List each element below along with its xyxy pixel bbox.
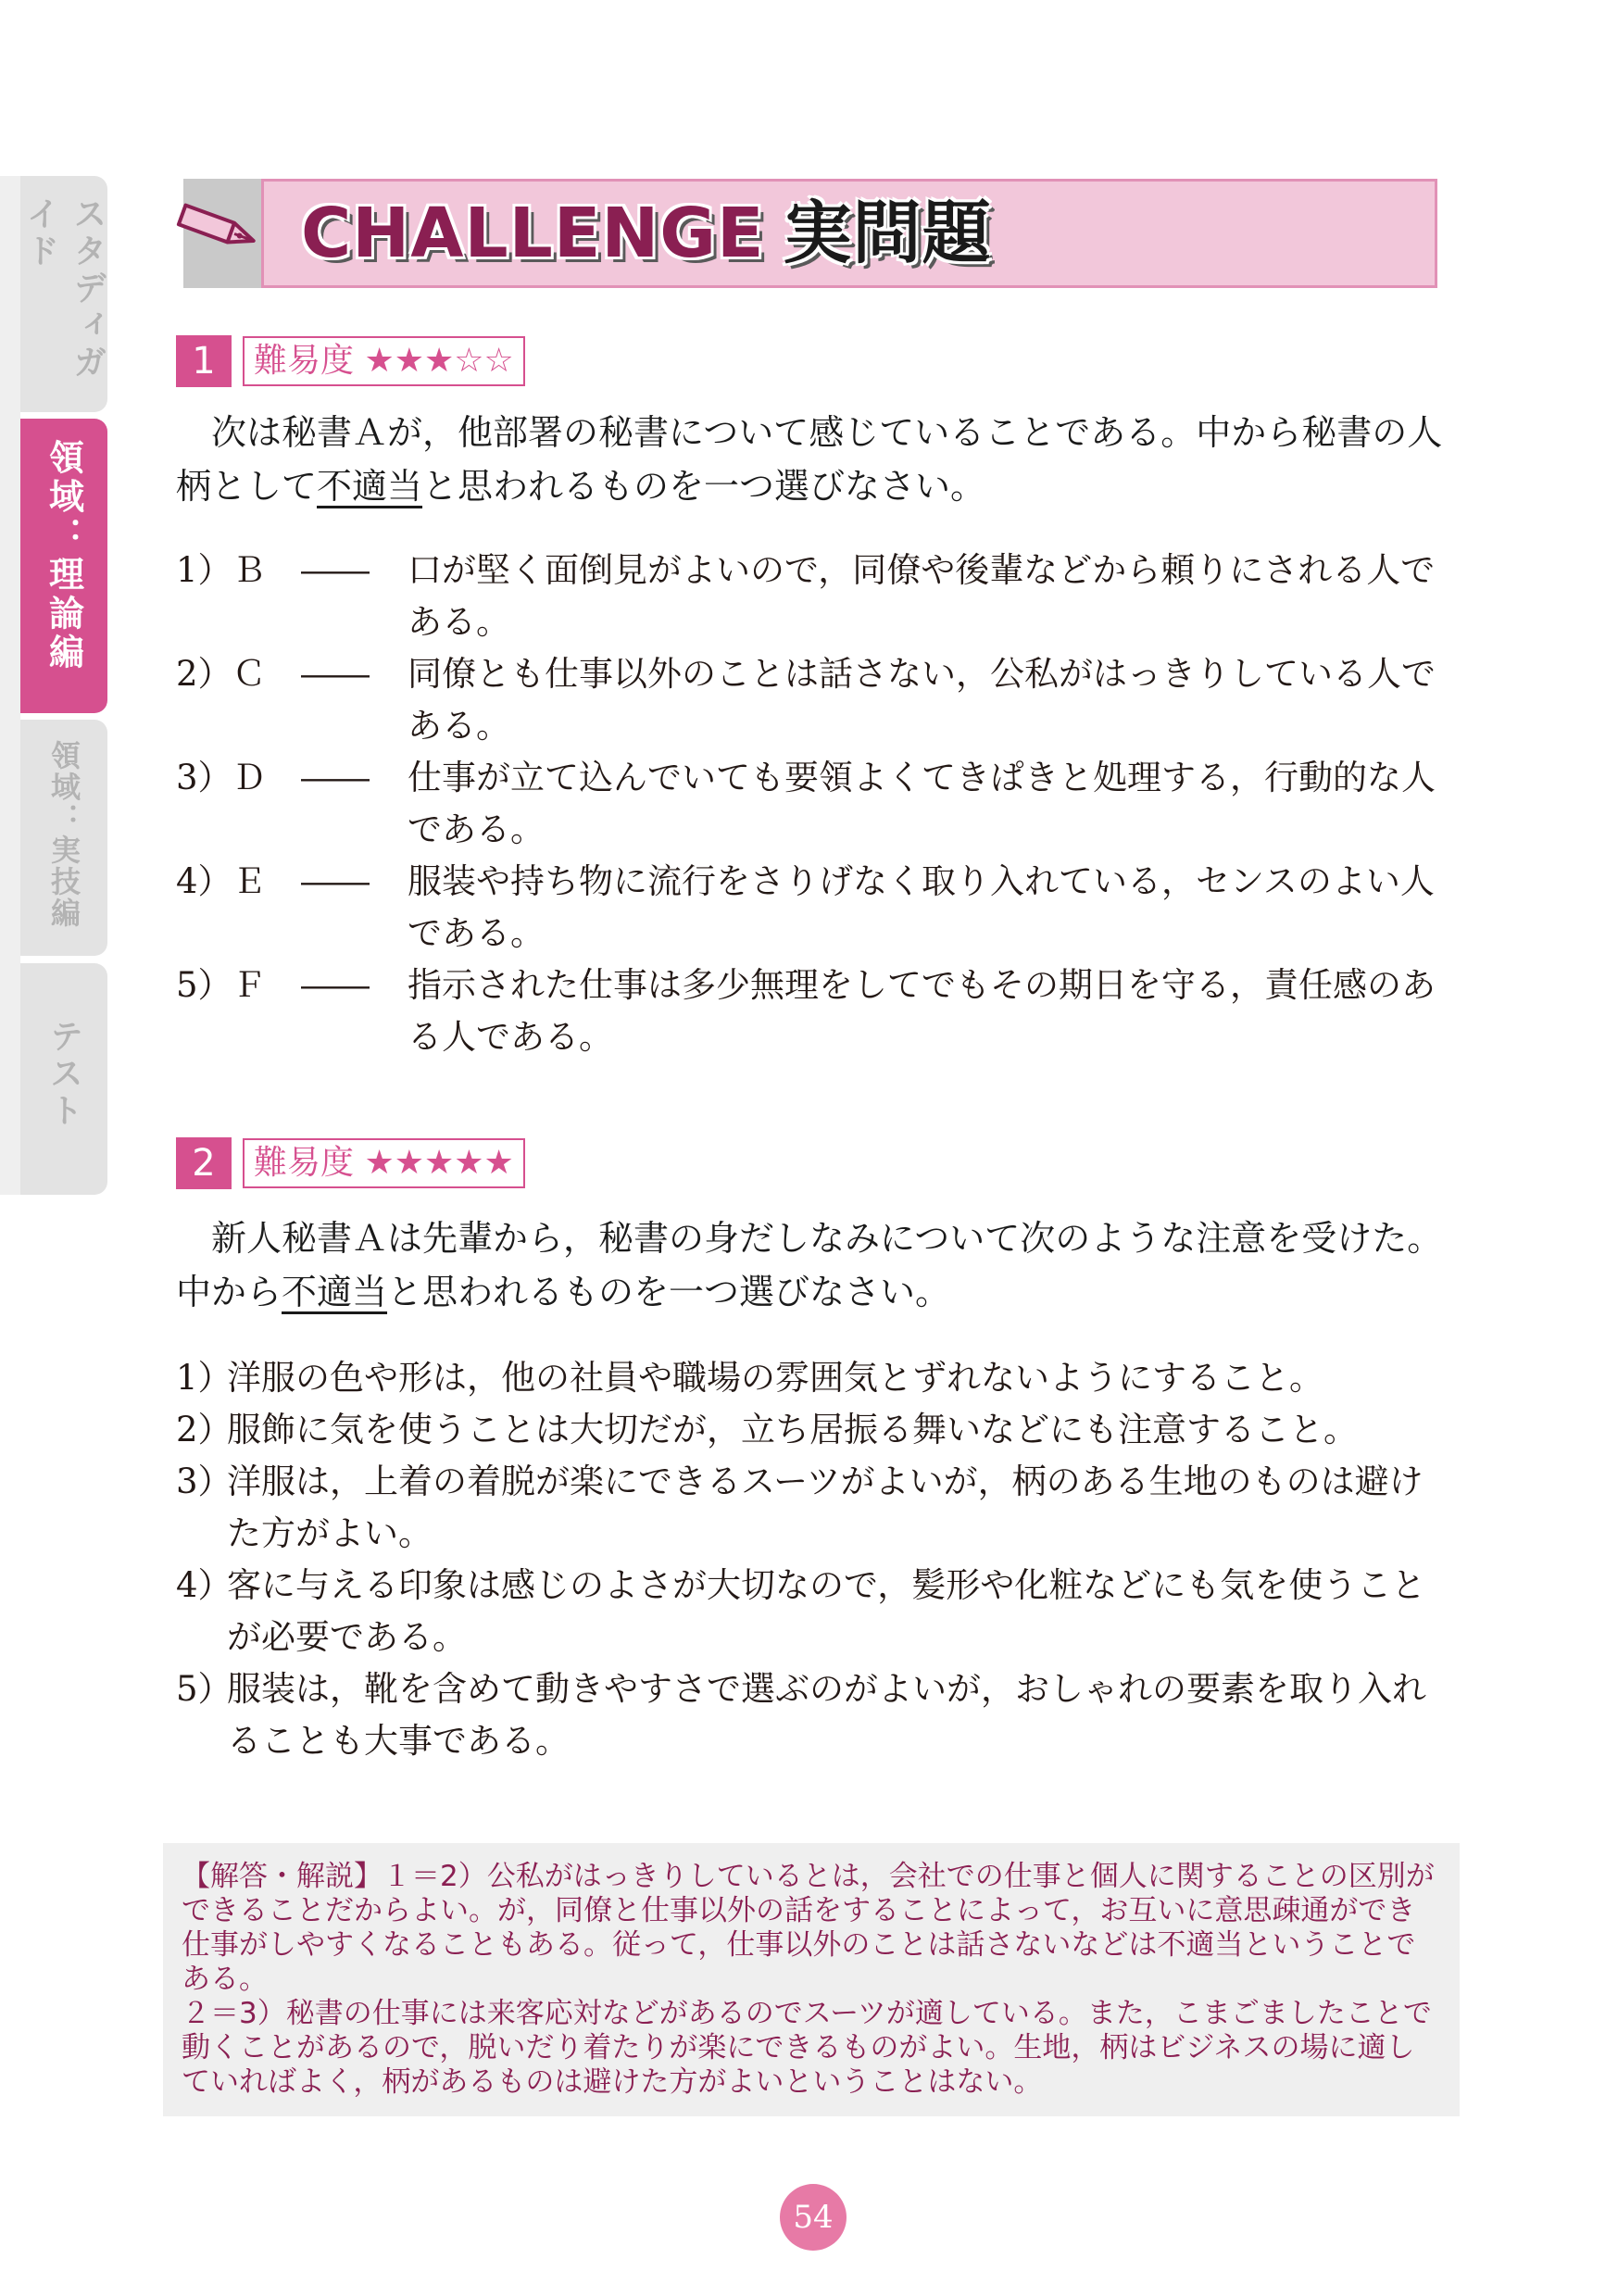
fountain-pen-icon — [174, 196, 267, 261]
answer-explanation-box — [163, 1843, 1460, 2116]
page-number: 54 — [780, 2184, 847, 2251]
side-tab-label: 領域：実技編 — [46, 740, 82, 929]
answer-paragraph: ２＝3）秘書の仕事には来客応対などがあるのでスーツが適している。また，こまごましたことで動くことがあるので，脱いだり着たりが楽にできるものがよい。生地，柄はビジネスの場に適していればよく，柄があるものは避けた方がよいということはない。 — [182, 1997, 1432, 2099]
question-number: 1 — [176, 335, 232, 387]
title-en: CHALLENGE — [301, 194, 765, 273]
side-tab-practice[interactable] — [20, 720, 107, 956]
question-text: 新人秘書Ａは先輩から，秘書の身だしなみについて次のような注意を受けた。中から不適当と思われるものを一つ選びなさい。 — [176, 1218, 1443, 1312]
side-tab-label: テスト — [44, 1019, 83, 1130]
difficulty-badge: 難易度 ★★★★★ — [243, 1138, 525, 1188]
answer-paragraph: 【解答・解説】１＝2）公私がはっきりしているとは，会社での仕事と個人に関することの区別ができることだからよい。が，同僚と仕事以外の話をすることによって，お互いに意思疎通ができ仕事がしやすくなることもある。従って，仕事以外のことは話さないなどは不適当ということである。 — [182, 1860, 1435, 1996]
side-tab-test[interactable] — [20, 963, 107, 1195]
emphasis-underline: 不適当 — [282, 1272, 388, 1312]
title-ja: 実問題 — [783, 194, 992, 273]
side-tab-label: 領域：理論編 — [43, 439, 84, 672]
emphasis-underline: 不適当 — [317, 466, 423, 507]
side-tab-study-guide[interactable] — [20, 176, 107, 412]
side-tab-theory[interactable] — [20, 419, 107, 713]
difficulty-badge: 難易度 ★★★☆☆ — [243, 336, 525, 386]
question-number: 2 — [176, 1137, 232, 1189]
question-text: 次は秘書Ａが，他部署の秘書について感じていることである。中から秘書の人柄として不適当と思われるものを一つ選びなさい。 — [176, 412, 1443, 507]
side-tab-label: スタディガイド — [21, 196, 107, 382]
page-title — [301, 192, 992, 275]
